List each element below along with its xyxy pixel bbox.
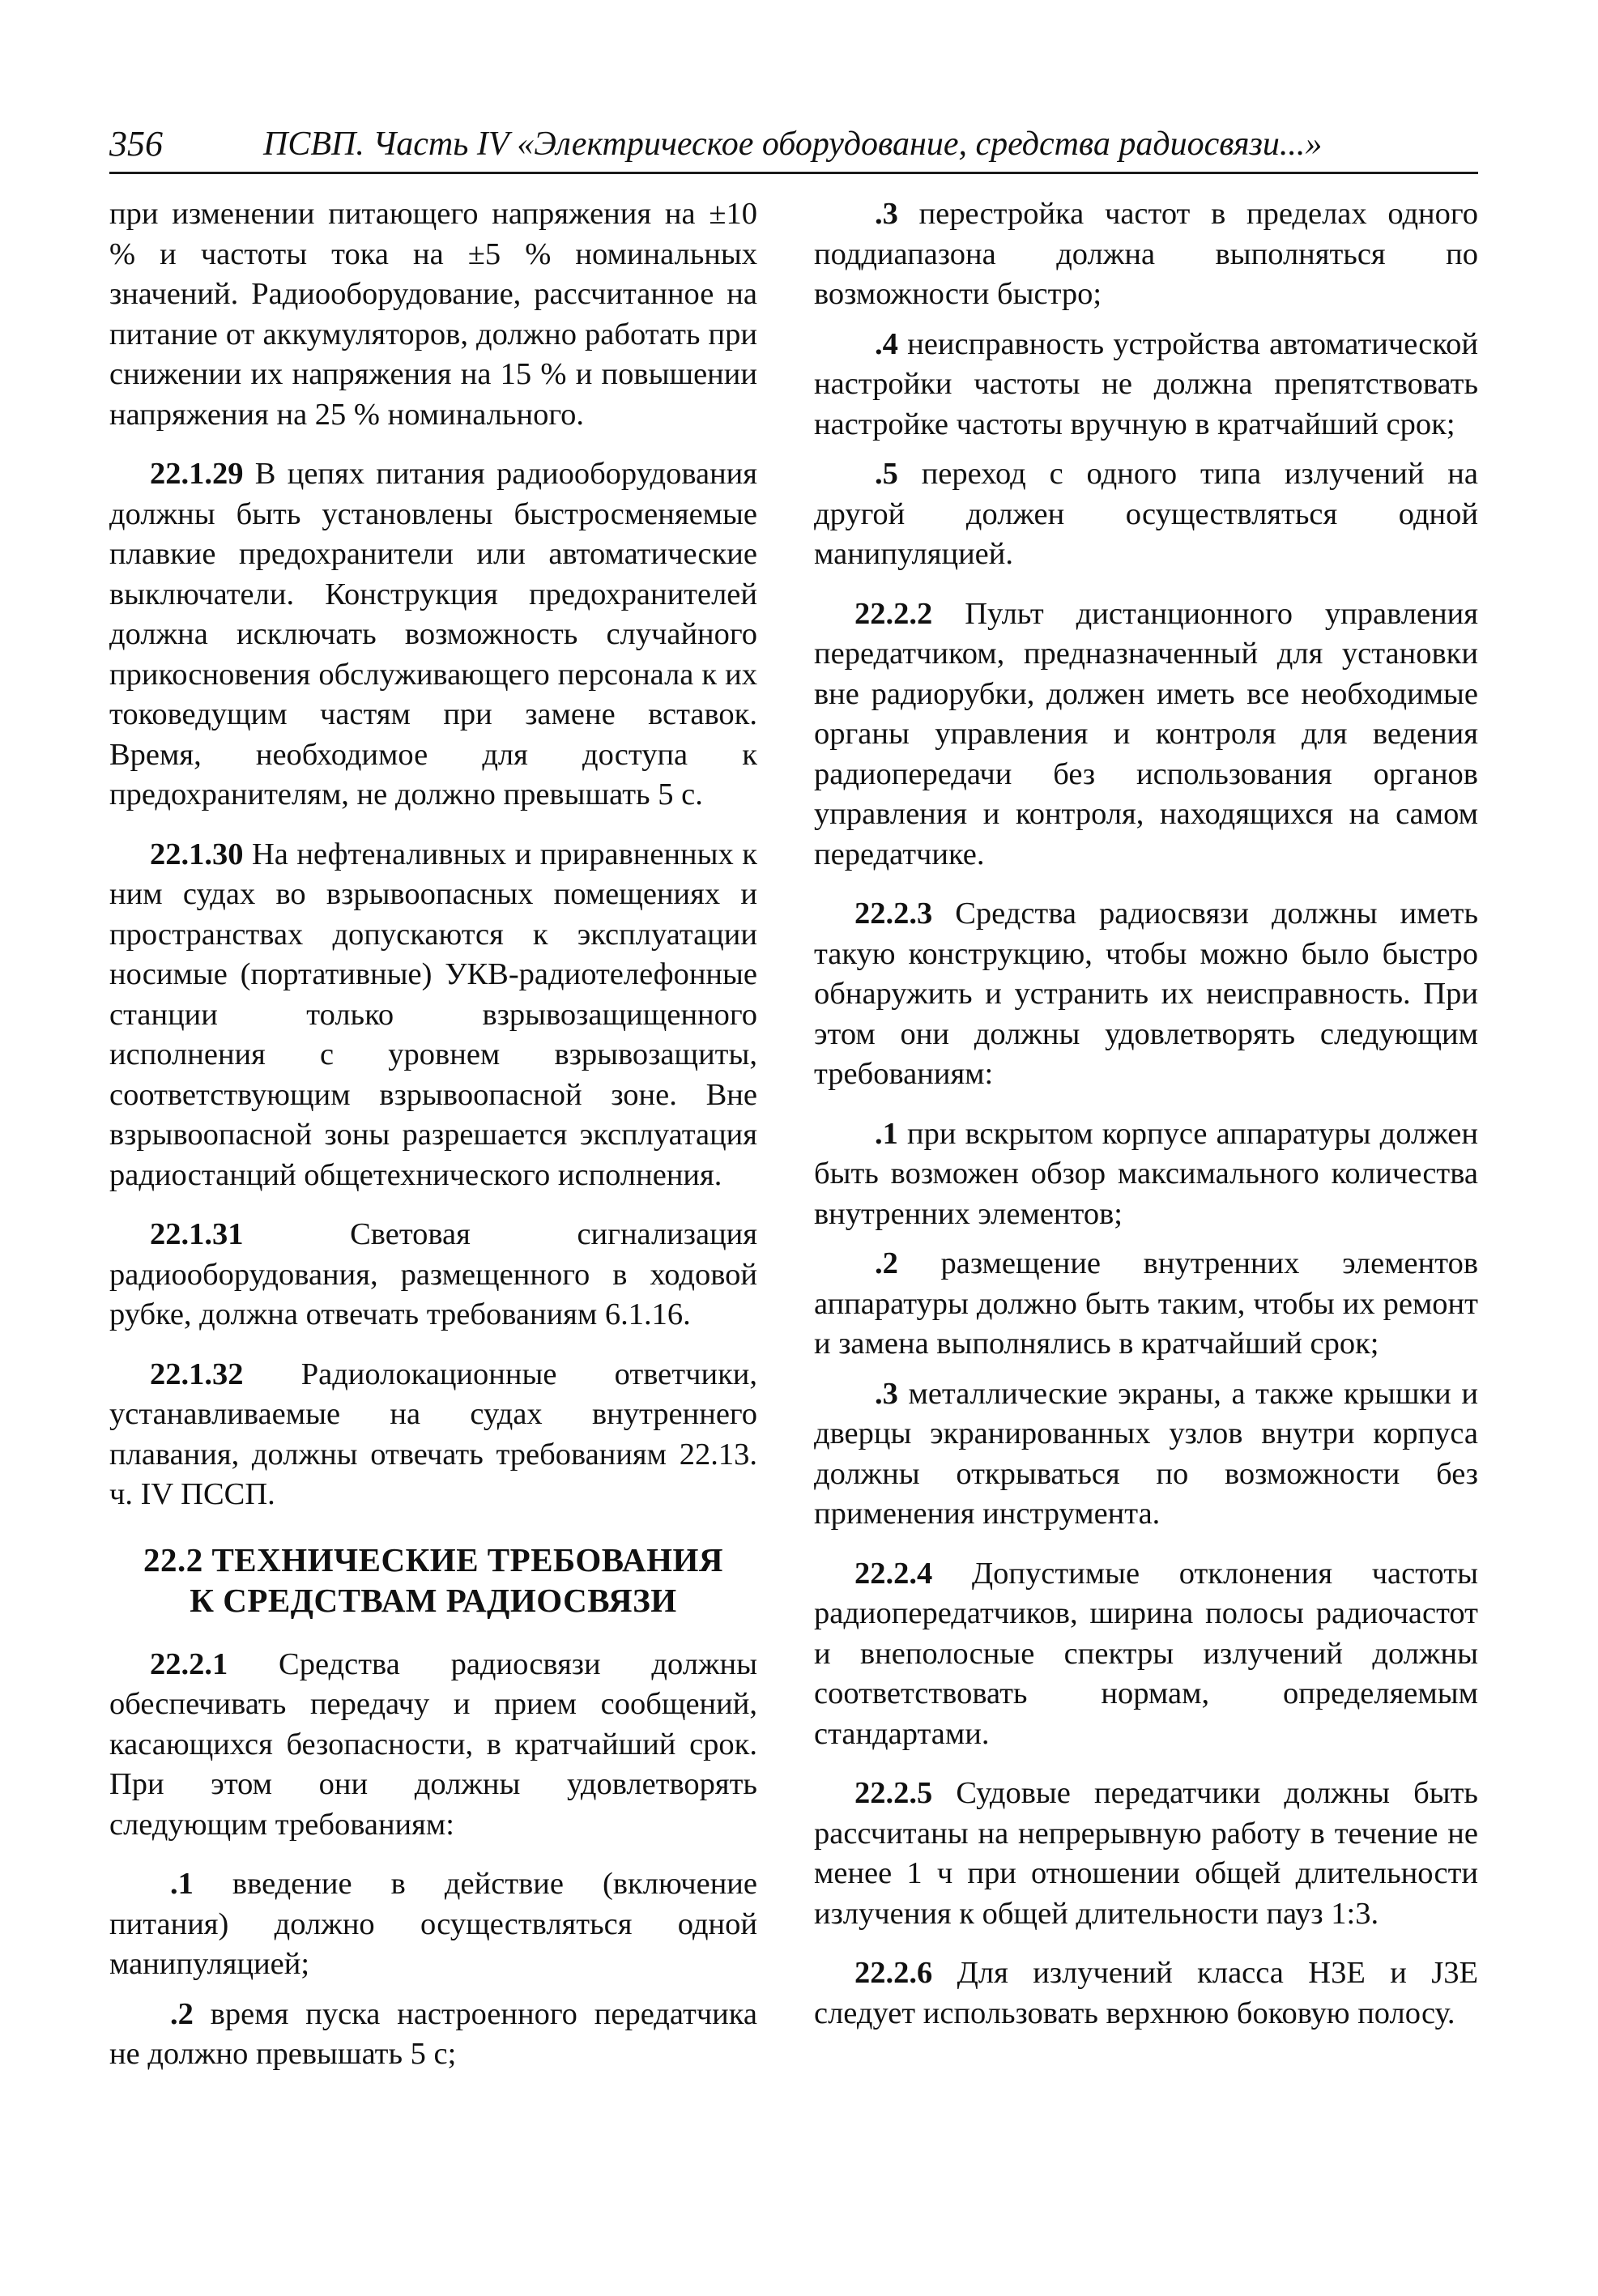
list-item	[814, 454, 1478, 575]
clause-22-2-3	[814, 894, 1478, 1095]
item-text: время пуска настроенного передатчика не должно превышать 5 с;	[109, 1996, 757, 2071]
clause-number: 22.1.29	[150, 457, 244, 491]
clause-text: Средства радиосвязи должны иметь такую конструкцию, чтобы можно было быстро обнаружить и устранить их неисправность. При этом они должны удовлетворять следующим требованиям:	[814, 897, 1478, 1091]
clause-number: 22.1.31	[150, 1217, 244, 1251]
clause-number: 22.2.4	[854, 1556, 933, 1591]
list-item	[814, 1374, 1478, 1535]
clause-22-2-5	[814, 1774, 1478, 1934]
item-number: .2	[875, 1246, 898, 1280]
clause-text: Пульт дистанционного управления передатчиком, предназначенный для установки вне радиорубки, должен иметь все необходимые органы управления и контроля для ведения радиопередачи без использования органов управления и контроля, находящихся на самом передатчике.	[814, 596, 1478, 871]
clause-text: В цепях питания радиооборудования должны быть установлены быстросменяемые плавкие предохранители или автоматические выключатели. Конструкция предохранителей должна исключать возможность случайного прикосновения обслуживающего персонала к их токоведущим частям при замене вставок. Время, необходимое для доступа к предохранителям, не должно превышать 5 с.	[109, 457, 757, 811]
right-column	[814, 194, 1478, 2053]
list-item	[814, 1244, 1478, 1365]
list-item	[109, 1864, 757, 1985]
item-number: .4	[875, 326, 898, 361]
clause-22-1-32	[109, 1355, 757, 1515]
clause-text: Для излучений класса H3E и J3E следует использовать верхнюю боковую полосу.	[814, 1956, 1478, 2030]
item-number: .3	[875, 197, 898, 231]
paragraph-continued: при изменении питающего напряжения на ±10 % и частоты тока на ±5 % номинальных значений. Радиооборудование, рассчитанное на питание от аккумуляторов, должно работать при снижении их напряжения на 15 % и повышении напряжения на 25 % номинального.	[109, 197, 757, 432]
item-text: металлические экраны, а также крышки и дверцы экранированных узлов внутри корпуса должны открываться по возможности без применения инструмента.	[814, 1376, 1478, 1531]
item-number: .5	[875, 457, 898, 491]
left-column	[109, 194, 757, 2094]
item-text: неисправность устройства автоматической настройки частоты не должна препятствовать настройке частоты вручную в кратчайший срок;	[814, 326, 1478, 441]
clause-22-2-4	[814, 1554, 1478, 1755]
section-heading	[109, 1540, 757, 1621]
list-item	[814, 325, 1478, 445]
list-item	[814, 194, 1478, 315]
clause-number: 22.2.2	[854, 596, 933, 631]
item-number: .2	[170, 1996, 194, 2031]
item-text: при вскрытом корпусе аппаратуры должен быть возможен обзор максимального количества внутренних элементов;	[814, 1116, 1478, 1231]
clause-number: 22.2.3	[854, 897, 933, 931]
item-number: .1	[170, 1867, 194, 1901]
clause-22-1-29	[109, 454, 757, 816]
clause-22-2-6	[814, 1953, 1478, 2034]
clause-number: 22.2.5	[854, 1776, 933, 1810]
clause-number: 22.2.6	[854, 1956, 933, 1990]
item-text: введение в действие (включение питания) должно осуществляться одной манипуляцией;	[109, 1867, 757, 1981]
clause-text: На нефтеналивных и приравненных к ним судах во взрывоопасных помещениях и пространствах допускаются к эксплуатации носимые (портативные) УКВ-радиотелефонные станции только взрывозащищенного исполнения с уровнем взрывозащиты, соответствующим взрывоопасной зоне. Вне взрывоопасной зоны разрешается эксплуатация радиостанций общетехнического исполнения.	[109, 837, 757, 1192]
clause-number: 22.2.1	[150, 1646, 228, 1681]
clause-number: 22.1.30	[150, 837, 244, 871]
clause-text: Световая сигнализация радиооборудования, размещенного в ходовой рубке, должна отвечать требованиям 6.1.16.	[109, 1217, 757, 1331]
clause-22-2-1	[109, 1645, 757, 1846]
item-number: .3	[875, 1376, 898, 1411]
item-text: переход с одного типа излучений на другой должен осуществляться одной манипуляцией.	[814, 457, 1478, 571]
page-number: 356	[109, 124, 163, 164]
list-item	[109, 1995, 757, 2075]
page-header	[109, 121, 1478, 174]
running-title: ПСВП. Часть IV «Электрическое оборудование, средства радиосвязи...»	[263, 126, 1323, 163]
clause-number: 22.1.32	[150, 1357, 244, 1391]
clause-text: Судовые передатчики должны быть рассчитаны на непрерывную работу в течение не менее 1 ч при отношении общей длительности излучения к общей длительности пауз 1:3.	[814, 1776, 1478, 1931]
clause-text: Допустимые отклонения частоты радиопередатчиков, ширина полосы радиочастот и внеполосные спектры излучений должны соответствовать нормам, определяемым стандартами.	[814, 1556, 1478, 1751]
item-text: перестройка частот в пределах одного поддиапазона должна выполняться по возможности быстро;	[814, 197, 1478, 311]
section-heading-line: 22.2 ТЕХНИЧЕСКИЕ ТРЕБОВАНИЯ	[143, 1540, 724, 1578]
clause-22-2-2	[814, 594, 1478, 875]
clause-text: Радиолокационные ответчики, устанавливаемые на судах внутреннего плавания, должны отвечать требованиям 22.13. ч. IV ПССП.	[109, 1357, 757, 1511]
clause-text: Средства радиосвязи должны обеспечивать передачу и прием сообщений, касающихся безопасности, в кратчайший срок. При этом они должны удовлетворять следующим требованиям:	[109, 1646, 757, 1842]
list-item	[814, 1114, 1478, 1235]
clause-22-1-30	[109, 835, 757, 1196]
item-text: размещение внутренних элементов аппаратуры должно быть таким, чтобы их ремонт и замена выполнялись в кратчайший срок;	[814, 1246, 1478, 1361]
item-number: .1	[875, 1116, 898, 1151]
clause-22-1-31	[109, 1215, 757, 1335]
section-heading-line: К СРЕДСТВАМ РАДИОСВЯЗИ	[190, 1581, 677, 1619]
